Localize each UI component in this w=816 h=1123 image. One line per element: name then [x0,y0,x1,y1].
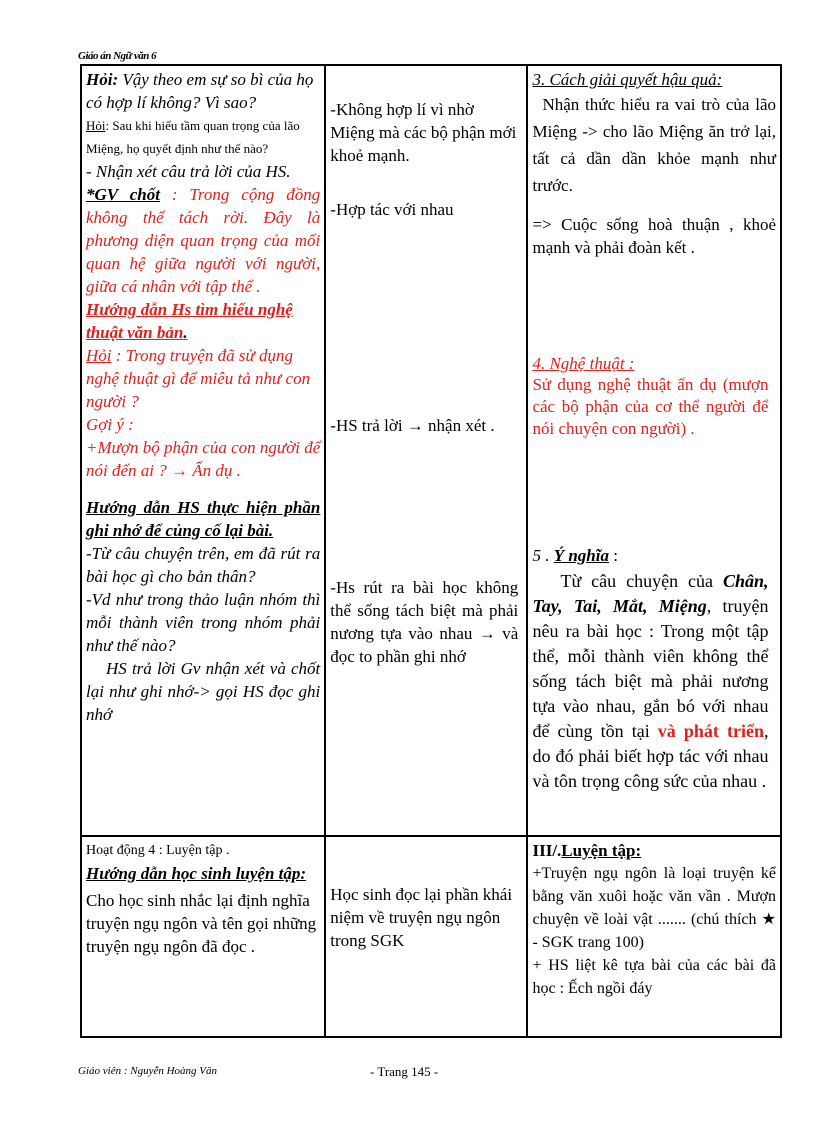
guide-heading: Hướng dẫn HS thực hiện phần ghi nhớ để củng cố lại bài. [86,498,321,540]
instruction-text: HS trả lời Gv nhận xét và chốt lại như ghi nhớ-> gọi HS đọc ghi nhớ [86,659,321,724]
section-title: 5 . Ý nghĩa : [532,546,618,565]
guide-heading: Hướng dẫn học sinh luyện tập: [86,864,307,884]
student-activity-cell [325,836,527,1037]
section-text: Sử dụng nghệ thuật ẩn dụ (mượn các bộ phận của cơ thể người để nói chuyện con người) . [532,375,769,438]
teacher-activity-cell [81,836,325,1037]
section-title: 3. Cách giải quyết hậu quả: [532,70,723,89]
table-row [81,836,781,1037]
document-header: Giáo án Ngữ văn 6 [78,50,157,62]
section-title: 4. Nghệ thuật : [532,354,635,373]
section-text: Từ câu chuyện của Chân, Tay, Tai, Mắt, Miệng, truyện nêu ra bài học : Trong một tập thể, mỗi thành viên không thể sống tách biệt mà phải nương tựa vào nhau, gắn bó với nhau để cùng tồn tại và phát triển, do đó phải biết hợp tác với nhau và tôn trọng công sức của nhau . [532,571,769,791]
question-text: -Vd như trong thảo luận nhóm thì mỗi thành viên trong nhóm phải như thế nào? [86,590,321,655]
section-text: + HS liệt kê tựa bài của các bài đã học : Ếch ngồi đáy [532,957,776,998]
answer-text: -HS trả lời → nhận xét . [330,416,495,435]
note-text: - Nhận xét câu trả lời của HS. [86,162,291,181]
hint-label: Gợi ý : [86,415,134,434]
answer-text: -Không hợp lí vì nhờ Miệng mà các bộ phận mới khoẻ mạnh. [330,100,517,165]
question-text: Vậy theo em sự so bì của họ có hợp lí không? Vì sao? [86,70,314,112]
question-text: : Trong truyện đã sử dụng nghệ thuật gì để miêu tả như con người ? [86,346,311,411]
student-activity-cell [325,65,527,836]
lesson-table [80,64,782,1038]
content-cell [527,65,781,836]
question-text: : Sau khi hiểu tầm quan trọng của lão Miệng, họ quyết định như thế nào? [86,118,300,156]
page-number: - Trang 145 - [370,1064,439,1079]
answer-text: -Hs rút ra bài học không thể sống tách biệt mà phải nương tựa vào nhau → và đọc to phần ghi nhớ [330,578,519,666]
gv-conclusion-label: *GV chốt [86,185,160,204]
hint-text: +Mượn bộ phận của con người để nói đến ai ? → Ẩn dụ . [86,438,321,480]
teacher-name: Giáo viên : Nguyễn Hoàng Văn [78,1065,217,1077]
answer-text: -Hợp tác với nhau [330,200,454,219]
question-text: -Từ câu chuyện trên, em đã rút ra bài học gì cho bản thân? [86,544,321,586]
table-row [81,65,781,836]
instruction-text: Cho học sinh nhắc lại định nghĩa truyện ngụ ngôn và tên gọi những truyện ngụ ngôn đã đọc . [86,891,317,957]
activity-title: Hoạt động 4 : Luyện tập . [86,843,230,859]
content-cell [527,836,781,1037]
gv-conclusion-text: : Trong cộng đồng không thể tách rời. Đây là phương diện quan trọng của mối quan hệ giữa người với người, giữa cá nhân với tập thể . [86,185,321,296]
teacher-activity-cell [81,65,325,836]
section-text: Nhận thức hiểu ra vai trò của lão Miệng -> cho lão Miệng ăn trở lại, tất cả dần dần khỏe mạnh như trước. [532,95,776,195]
section-text: +Truyện ngụ ngôn là loại truyện kể bằng văn xuôi hoặc văn vần . Mượn chuyện về loài vật ....... (chú thích ★ - SGK trang 100) [532,865,776,952]
section-title: III/.Luyện tập: [532,841,642,861]
answer-text: Học sinh đọc lại phần khái niệm về truyện ngụ ngôn trong SGK [330,885,513,951]
guide-heading: Hướng dẫn Hs tìm hiểu nghệ thuật văn bản. [86,300,293,342]
question-label: Hỏi: [86,70,119,89]
question-label: Hỏi [86,346,112,365]
question-label: Hỏi [86,118,106,133]
section-text: => Cuộc sống hoà thuận , khoẻ mạnh và phải đoàn kết . [532,215,776,257]
